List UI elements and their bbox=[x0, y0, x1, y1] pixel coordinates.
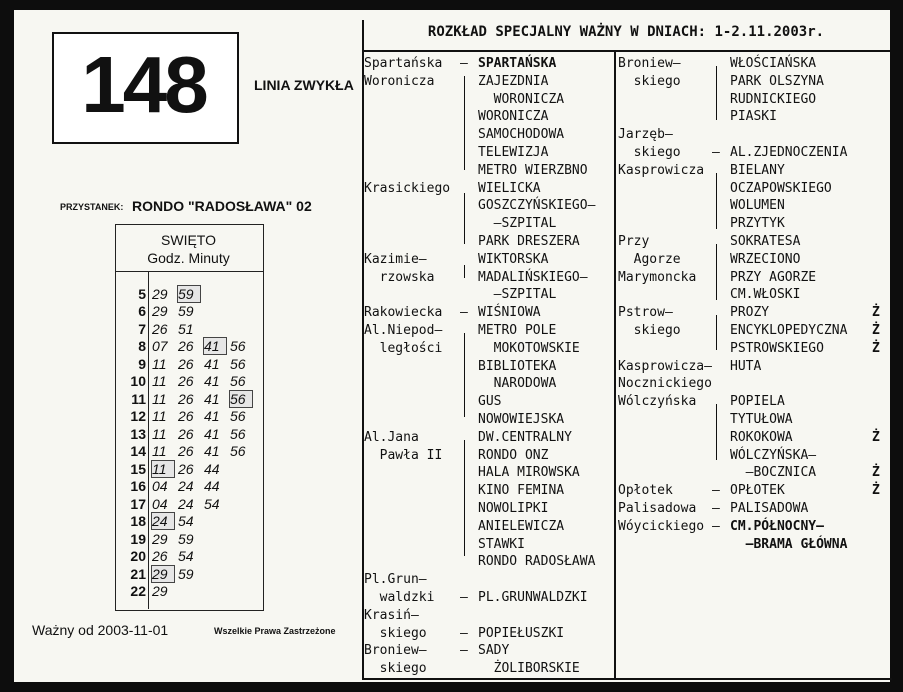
minute-value: 26 bbox=[152, 548, 168, 565]
route-stop: WIELICKA bbox=[478, 180, 541, 196]
on-request-marker: Ż bbox=[872, 465, 880, 481]
route-stop: BIELANY bbox=[730, 162, 785, 178]
minute-value: 26 bbox=[178, 460, 194, 477]
stop-name: RONDO "RADOSŁAWA" 02 bbox=[132, 198, 312, 214]
table-row bbox=[116, 303, 261, 321]
route-stop: RONDO RADOSŁAWA bbox=[478, 554, 596, 570]
minute-value: 56 bbox=[230, 443, 246, 460]
minutes-cell bbox=[150, 583, 174, 599]
street-name: Opłotek bbox=[618, 483, 673, 499]
hour-cell: 7 bbox=[138, 320, 146, 337]
line-type: LINIA ZWYKŁA bbox=[254, 77, 354, 93]
table-row bbox=[116, 478, 261, 496]
on-request-marker: Ż bbox=[872, 305, 880, 321]
column-headers: Godz. Minuty bbox=[147, 250, 230, 266]
route-stop: PALISADOWA bbox=[730, 501, 809, 516]
route-stop: WOLUMEN bbox=[730, 198, 785, 214]
route-stop: DW.CENTRALNY bbox=[478, 429, 572, 445]
route-stop: PRZY AGORZE bbox=[730, 269, 817, 285]
minute-value: 24 bbox=[178, 495, 194, 512]
route-stop: NOWOWIEJSKA bbox=[478, 412, 565, 427]
route-stop: CM.WŁOSKI bbox=[730, 287, 801, 303]
hour-cell: 20 bbox=[130, 548, 146, 565]
minute-value: 44 bbox=[204, 460, 220, 477]
minutes-cell bbox=[150, 338, 252, 354]
minute-value: 51 bbox=[178, 320, 194, 337]
street-name: Palisadowa bbox=[618, 501, 697, 516]
route-bracket bbox=[464, 265, 465, 278]
hour-cell: 18 bbox=[130, 513, 146, 530]
street-name: skiego bbox=[364, 625, 427, 641]
hour-cell: 15 bbox=[130, 460, 146, 477]
route-stop: TYTUŁOWA bbox=[730, 412, 793, 427]
table-row bbox=[116, 285, 261, 303]
minute-value: 11 bbox=[152, 461, 174, 477]
street-name: Pstrow– bbox=[618, 305, 673, 321]
hour-cell: 22 bbox=[130, 583, 146, 600]
minute-value: 41 bbox=[204, 443, 220, 460]
route-stop: ŻOLIBORSKIE bbox=[478, 661, 580, 677]
route-stop: KINO FEMINA bbox=[478, 483, 565, 499]
minute-value: 26 bbox=[178, 443, 194, 460]
minutes-cell bbox=[150, 531, 200, 547]
route-bracket bbox=[464, 193, 465, 244]
table-row bbox=[116, 320, 261, 338]
route-stop: NARODOWA bbox=[478, 376, 557, 392]
minutes-cell bbox=[150, 443, 252, 459]
route-bracket bbox=[464, 76, 465, 170]
hour-cell: 6 bbox=[138, 303, 146, 320]
table-row bbox=[116, 338, 261, 356]
route-stop: POPIELA bbox=[730, 394, 785, 410]
timetable-sheet bbox=[14, 10, 890, 682]
minutes-cell bbox=[150, 548, 200, 564]
route-stop: POPIEŁUSZKI bbox=[478, 625, 565, 641]
minute-value: 56 bbox=[230, 355, 246, 372]
minute-value: 07 bbox=[152, 338, 168, 355]
street-name: Kasprowicza– bbox=[618, 358, 712, 374]
table-row bbox=[116, 460, 261, 478]
hour-cell: 19 bbox=[130, 530, 146, 547]
connector-dash: – bbox=[712, 501, 720, 516]
hour-cell: 21 bbox=[130, 565, 146, 582]
table-row bbox=[116, 548, 261, 566]
connector-dash: – bbox=[712, 483, 720, 499]
route-stop: WORONICZA bbox=[478, 91, 565, 107]
street-name: Al.Jana bbox=[364, 429, 419, 445]
hour-cell: 13 bbox=[130, 425, 146, 442]
rights-notice: Wszelkie Prawa Zastrzeżone bbox=[214, 626, 336, 636]
schedule-note: ROZKŁAD SPECJALNY WAŻNY W DNIACH: 1-2.11.2003r. bbox=[427, 24, 825, 40]
minute-value: 26 bbox=[178, 373, 194, 390]
route-bracket bbox=[464, 440, 465, 556]
route-stop: PROZY bbox=[730, 305, 770, 321]
route-stop: SADY bbox=[478, 643, 510, 659]
route-stop: RONDO ONZ bbox=[478, 447, 549, 463]
table-row bbox=[116, 425, 261, 443]
route-stop: WORONICZA bbox=[478, 109, 549, 125]
minutes-cell bbox=[150, 426, 252, 442]
street-name: Nocznickiego bbox=[618, 376, 712, 392]
minute-value: 54 bbox=[178, 513, 194, 530]
minute-value: 04 bbox=[152, 495, 168, 512]
table-row bbox=[116, 495, 261, 513]
minute-value: 59 bbox=[178, 565, 194, 582]
on-request-marker: Ż bbox=[872, 429, 880, 445]
hour-cell: 9 bbox=[138, 355, 146, 372]
minute-value: 56 bbox=[230, 338, 246, 355]
route-column-divider bbox=[614, 51, 616, 678]
minute-value: 56 bbox=[230, 425, 246, 442]
route-stop: METRO WIERZBNO bbox=[478, 162, 588, 178]
route-stop: METRO POLE bbox=[478, 323, 557, 338]
route-bracket bbox=[716, 315, 717, 350]
minutes-cell bbox=[150, 303, 200, 319]
minutes-cell bbox=[150, 461, 226, 477]
route-stop: WRZECIONO bbox=[730, 251, 801, 267]
minute-value: 41 bbox=[204, 408, 220, 425]
minute-value: 29 bbox=[152, 303, 168, 320]
line-number: 148 bbox=[81, 40, 206, 129]
street-name: Kasprowicza bbox=[618, 162, 705, 178]
route-stop: WÓLCZYŃSKA– bbox=[730, 447, 817, 463]
route-stop: SPARTAŃSKA bbox=[478, 56, 557, 71]
street-name: skiego bbox=[364, 661, 427, 677]
minute-value: 26 bbox=[178, 408, 194, 425]
minutes-cell bbox=[150, 373, 252, 389]
route-stop: PSTROWSKIEGO bbox=[730, 340, 824, 356]
street-name: Wólczyńska bbox=[618, 394, 697, 410]
street-name: waldzki bbox=[364, 590, 435, 605]
route-stop: PL.GRUNWALDZKI bbox=[478, 590, 588, 605]
departure-rows bbox=[116, 285, 261, 600]
street-name: skiego bbox=[618, 73, 681, 89]
route-stop: –SZPITAL bbox=[478, 287, 557, 303]
route-bracket bbox=[464, 333, 465, 417]
minute-value: 11 bbox=[152, 373, 167, 390]
street-name: Przy bbox=[618, 234, 650, 249]
minute-value: 29 bbox=[152, 583, 168, 600]
minute-value: 56 bbox=[230, 408, 246, 425]
minute-value: 11 bbox=[152, 390, 167, 407]
route-stop: PIASKI bbox=[730, 109, 777, 125]
connector-dash: – bbox=[460, 625, 468, 641]
hour-cell: 8 bbox=[138, 338, 146, 355]
route-bracket bbox=[716, 404, 717, 460]
connector-dash: – bbox=[460, 56, 468, 71]
route-bracket bbox=[716, 66, 717, 120]
street-name: Agorze bbox=[618, 251, 681, 267]
connector-dash: – bbox=[712, 518, 720, 534]
minute-value: 29 bbox=[152, 566, 174, 582]
table-row bbox=[116, 373, 261, 391]
header-divider bbox=[362, 50, 890, 52]
minutes-cell bbox=[150, 408, 252, 424]
minute-value: 56 bbox=[230, 391, 252, 407]
hour-cell: 17 bbox=[130, 495, 146, 512]
route-stop: OPŁOTEK bbox=[730, 483, 785, 499]
route-stop: STAWKI bbox=[478, 536, 525, 552]
route-stop: BIBLIOTEKA bbox=[478, 358, 557, 374]
street-name: skiego bbox=[618, 145, 681, 160]
minute-value: 26 bbox=[178, 390, 194, 407]
minute-value: 41 bbox=[204, 338, 226, 354]
valid-from: Ważny od 2003-11-01 bbox=[32, 622, 169, 638]
street-name: rzowska bbox=[364, 269, 435, 285]
street-name: Al.Niepod– bbox=[364, 323, 443, 338]
route-stop: AL.ZJEDNOCZENIA bbox=[730, 145, 848, 160]
route-stop: MADALIŃSKIEGO– bbox=[478, 269, 588, 285]
hour-cell: 10 bbox=[130, 373, 146, 390]
minute-value: 26 bbox=[178, 355, 194, 372]
street-name: ległości bbox=[364, 340, 443, 356]
minute-value: 41 bbox=[204, 390, 220, 407]
route-stop: CM.PÓŁNOCNY– bbox=[730, 518, 824, 534]
route-stop: PARK OLSZYNA bbox=[730, 73, 824, 89]
connector-dash: – bbox=[460, 305, 468, 321]
hour-cell: 14 bbox=[130, 443, 146, 460]
street-name: Rakowiecka bbox=[364, 305, 443, 321]
minute-value: 24 bbox=[152, 513, 174, 529]
minute-value: 11 bbox=[152, 425, 167, 442]
stop-label: PRZYSTANEK: bbox=[60, 202, 124, 212]
hour-cell: 12 bbox=[130, 408, 146, 425]
table-row bbox=[116, 583, 261, 601]
route-stop: ZAJEZDNIA bbox=[478, 73, 549, 89]
table-row bbox=[116, 513, 261, 531]
hour-cell: 11 bbox=[131, 390, 146, 407]
hour-cell: 16 bbox=[130, 478, 146, 495]
table-row bbox=[116, 443, 261, 461]
minute-value: 26 bbox=[178, 338, 194, 355]
route-stop: –BRAMA GŁÓWNA bbox=[730, 536, 848, 552]
street-name: Wóycickiego bbox=[618, 518, 705, 534]
table-row bbox=[116, 530, 261, 548]
route-bracket bbox=[716, 173, 717, 229]
minute-value: 54 bbox=[204, 495, 220, 512]
on-request-marker: Ż bbox=[872, 323, 880, 338]
minutes-cell bbox=[150, 321, 200, 337]
minute-value: 59 bbox=[178, 303, 194, 320]
minutes-cell bbox=[150, 356, 252, 372]
table-row bbox=[116, 355, 261, 373]
street-name: Pawła II bbox=[364, 447, 443, 463]
connector-dash: – bbox=[460, 643, 468, 659]
route-stop: WIKTORSKA bbox=[478, 251, 549, 267]
route-stop: PRZYTYK bbox=[730, 216, 785, 232]
route-stop: MOKOTOWSKIE bbox=[478, 340, 580, 356]
street-name: Broniew– bbox=[618, 56, 681, 71]
minute-value: 41 bbox=[204, 425, 220, 442]
route-stop: SAMOCHODOWA bbox=[478, 127, 565, 143]
minutes-cell bbox=[150, 566, 200, 582]
on-request-marker: Ż bbox=[872, 483, 880, 499]
street-name: Broniew– bbox=[364, 643, 427, 659]
route-stop: RUDNICKIEGO bbox=[730, 91, 817, 107]
minute-value: 41 bbox=[204, 355, 220, 372]
route-stop: HUTA bbox=[730, 358, 762, 374]
minutes-cell bbox=[150, 391, 252, 407]
street-name: Krasickiego bbox=[364, 180, 451, 196]
street-name: Jarzęb– bbox=[618, 127, 673, 143]
table-row bbox=[116, 390, 261, 408]
route-stop: HALA MIROWSKA bbox=[478, 465, 580, 481]
day-type-label: SWIĘTO bbox=[161, 232, 216, 248]
route-stop: GOSZCZYŃSKIEGO– bbox=[478, 198, 596, 214]
route-stop: SOKRATESA bbox=[730, 234, 801, 249]
street-name: Pl.Grun– bbox=[364, 572, 427, 588]
minute-value: 24 bbox=[178, 478, 194, 495]
minute-value: 11 bbox=[152, 408, 167, 425]
minute-value: 59 bbox=[178, 530, 194, 547]
street-name: Spartańska bbox=[364, 56, 443, 71]
on-request-marker: Ż bbox=[872, 340, 880, 356]
minute-value: 41 bbox=[204, 373, 220, 390]
route-stop: –BOCZNICA bbox=[730, 465, 817, 481]
minute-value: 11 bbox=[152, 355, 167, 372]
minutes-cell bbox=[150, 478, 226, 494]
minute-value: 59 bbox=[178, 286, 200, 302]
minutes-cell bbox=[150, 496, 226, 512]
street-name: Marymoncka bbox=[618, 269, 697, 285]
route-stop: OCZAPOWSKIEGO bbox=[730, 180, 832, 196]
route-stop: ROKOKOWA bbox=[730, 429, 793, 445]
route-stop: TELEWIZJA bbox=[478, 145, 549, 160]
hour-cell: 5 bbox=[138, 285, 146, 302]
table-row bbox=[116, 408, 261, 426]
minute-value: 54 bbox=[178, 548, 194, 565]
minute-value: 26 bbox=[178, 425, 194, 442]
route-bracket bbox=[716, 244, 717, 300]
minute-value: 04 bbox=[152, 478, 168, 495]
minute-value: 26 bbox=[152, 320, 168, 337]
minute-value: 29 bbox=[152, 285, 168, 302]
minute-value: 56 bbox=[230, 373, 246, 390]
connector-dash: – bbox=[460, 590, 468, 605]
route-stop: ENCYKLOPEDYCZNA bbox=[730, 323, 848, 338]
minute-value: 44 bbox=[204, 478, 220, 495]
route-stop: WIŚNIOWA bbox=[478, 305, 541, 321]
minutes-cell bbox=[150, 513, 200, 529]
minute-value: 11 bbox=[152, 443, 167, 460]
table-row bbox=[116, 565, 261, 583]
street-name: skiego bbox=[618, 323, 681, 338]
route-stop: WŁOŚCIAŃSKA bbox=[730, 56, 817, 71]
table-divider bbox=[116, 271, 263, 272]
route-stop: NOWOLIPKI bbox=[478, 501, 549, 516]
route-stop: –SZPITAL bbox=[478, 216, 557, 232]
connector-dash: – bbox=[712, 145, 720, 160]
street-name: Woronicza bbox=[364, 73, 435, 89]
minute-value: 29 bbox=[152, 530, 168, 547]
street-name: Krasiń– bbox=[364, 607, 419, 623]
route-stop: GUS bbox=[478, 394, 502, 410]
route-stop: ANIELEWICZA bbox=[478, 518, 565, 534]
minutes-cell bbox=[150, 286, 200, 302]
route-stop: PARK DRESZERA bbox=[478, 234, 580, 249]
street-name: Kazimie– bbox=[364, 251, 427, 267]
